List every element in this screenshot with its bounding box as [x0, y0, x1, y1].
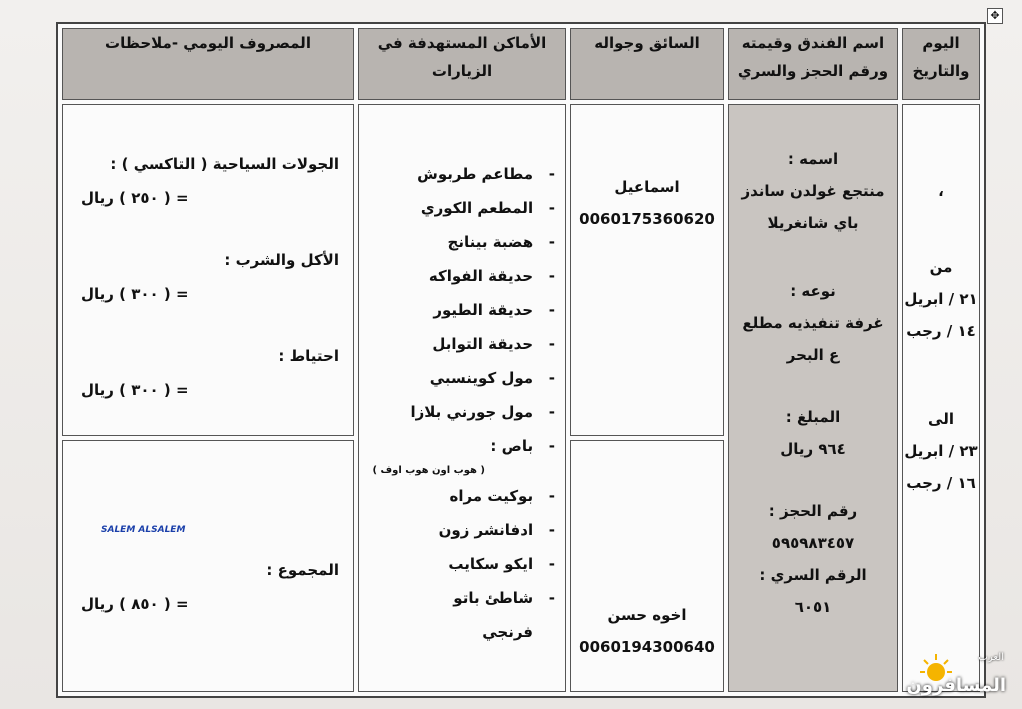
expenses-cell: [62, 104, 354, 436]
list-item: - بوكيت مراه: [359, 479, 555, 513]
list-item: - مطاعم طربوش: [359, 157, 555, 191]
hotel-amount-label: المبلغ :: [785, 408, 841, 426]
places-cell: [358, 104, 566, 692]
list-item: - ادفانشر زون: [359, 513, 555, 547]
hotel-name-line2: باي شانغريلا: [767, 214, 859, 232]
expense-total-label: المجموع :: [266, 561, 339, 579]
header-hotel: اسم الفندق وقيمته ورقم الحجز والسري: [728, 28, 898, 100]
list-item: - باص :: [359, 429, 555, 463]
day-from-date: ٢١ / ابريل: [904, 290, 978, 308]
list-item: - هضبة بينانج: [359, 225, 555, 259]
driver-cell-1: [570, 104, 724, 436]
places-list: [359, 105, 565, 649]
driver-cell-2: [570, 440, 724, 692]
expense-reserve-value: = ( ٣٠٠ ) ريال: [81, 381, 189, 399]
driver-2-phone: 0060194300640: [579, 638, 715, 656]
hotel-cell: [728, 104, 898, 692]
table-move-handle-icon[interactable]: ✥: [987, 8, 1003, 24]
hotel-type-label: نوعه :: [790, 282, 836, 300]
hotel-booking-value: ٥٩٥٩٨٣٤٥٧: [771, 534, 855, 552]
total-cell: [62, 440, 354, 692]
expense-tours-label: الجولات السياحية ( التاكسي ) :: [110, 155, 339, 173]
day-from-label: من: [929, 258, 953, 276]
expense-food-value: = ( ٣٠٠ ) ريال: [81, 285, 189, 303]
total-block: [63, 441, 353, 621]
driver-2-name: اخوه حسن: [607, 606, 687, 624]
day-to-label: الى: [928, 410, 954, 428]
expense-food-label: الأكل والشرب :: [224, 251, 339, 269]
hotel-type-line1: غرفة تنفيذيه مطلع: [742, 314, 884, 332]
list-item: فرنجي: [482, 623, 533, 641]
row-top: [62, 104, 980, 436]
driver-1-name: اسماعيل: [614, 178, 680, 196]
expense-tours-value: = ( ٢٥٠ ) ريال: [81, 189, 189, 207]
driver-1-phone: 0060175360620: [579, 210, 715, 228]
expense-total-value: = ( ٨٥٠ ) ريال: [81, 595, 189, 613]
watermark-small-text: العرب: [978, 652, 1004, 663]
list-item: - مول جورني بلازا: [359, 395, 555, 429]
signature: SALEM ALSALEM: [101, 525, 186, 535]
hotel-name-label: اسمه :: [787, 150, 839, 168]
day-comma: ،: [938, 182, 944, 200]
list-item: - المطعم الكوري: [359, 191, 555, 225]
header-row: [62, 28, 980, 100]
header-places: الأماكن المستهدفة في الزيارات: [358, 28, 566, 100]
day-from-hijri: ١٤ / رجب: [906, 322, 976, 340]
trip-schedule-table: [56, 22, 986, 698]
expense-reserve-label: احتياط :: [278, 347, 339, 365]
list-item: - مول كوينسبي: [359, 361, 555, 395]
day-to-hijri: ١٦ / رجب: [906, 474, 976, 492]
watermark-site-text: المسافرون: [906, 675, 1006, 696]
list-item: - حديقة الفواكه: [359, 259, 555, 293]
day-to-date: ٢٣ / ابريل: [904, 442, 978, 460]
expenses-block: [63, 105, 353, 407]
list-item: - حديقة الطيور: [359, 293, 555, 327]
list-item: - ايكو سكايب: [359, 547, 555, 581]
header-day: اليوم والتاريخ: [902, 28, 980, 100]
header-expenses: المصروف اليومي -ملاحظات: [62, 28, 354, 100]
list-item: - شاطئ باتو: [359, 581, 555, 615]
hotel-booking-label: رقم الحجز :: [768, 502, 858, 520]
list-item: - حديقة التوابل: [359, 327, 555, 361]
hotel-name-line1: منتجع غولدن ساندز: [741, 182, 885, 200]
hotel-secret-label: الرقم السري :: [759, 566, 867, 584]
hotel-secret-value: ٦٠٥١: [794, 598, 832, 616]
hotel-type-line2: ع البحر: [786, 346, 840, 364]
day-cell: [902, 104, 980, 692]
site-watermark: [906, 650, 1012, 700]
hotel-amount-value: ٩٦٤ ريال: [780, 440, 846, 458]
list-item-note: ( هوب اون هوب اوف ): [372, 465, 485, 476]
header-driver: السائق وجواله: [570, 28, 724, 100]
